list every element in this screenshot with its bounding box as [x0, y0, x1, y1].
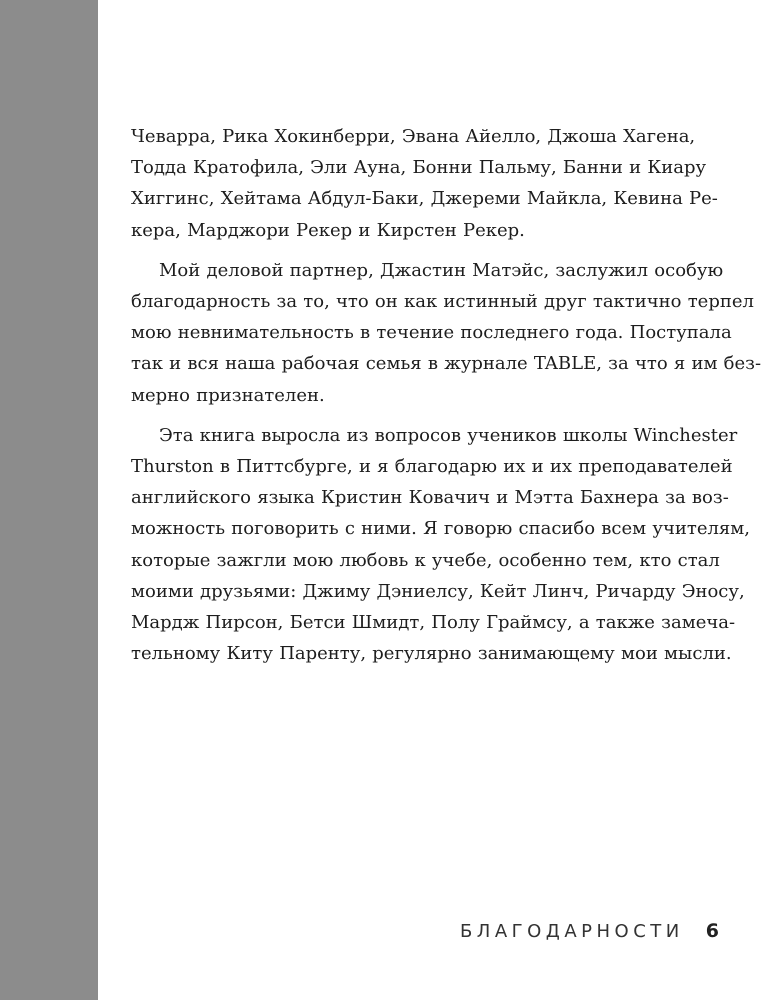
page-side-band: [0, 0, 98, 1000]
text-line: английского языка Кристин Ковачич и Мэтта Бахнера за воз-: [131, 487, 729, 509]
text-line: мою невнимательность в течение последнего года. Поступала: [131, 322, 732, 344]
paragraph-3: [131, 420, 750, 670]
text-line: так и вся наша рабочая семья в журнале TABLE, за что я им без-: [131, 353, 761, 375]
text-line: Мардж Пирсон, Бетси Шмидт, Полу Граймсу, а также замеча-: [131, 612, 736, 634]
body-text: [131, 121, 761, 678]
page-number: 6: [705, 920, 719, 942]
running-section-title: БЛАГОДАРНОСТИ: [459, 921, 684, 942]
text-line: Эта книга выросла из вопросов учеников школы Winchester: [159, 424, 738, 446]
text-line: кера, Марджори Рекер и Кирстен Рекер.: [131, 219, 525, 241]
text-line: Тодда Кратофила, Эли Ауна, Бонни Пальму, Банни и Киару: [131, 157, 707, 179]
text-line: моими друзьями: Джиму Дэниелсу, Кейт Линч, Ричарду Эносу,: [131, 580, 745, 602]
text-line: Thurston в Питтсбурге, и я благодарю их и их преподавателей: [131, 456, 733, 478]
text-line: мерно признателен.: [131, 384, 325, 406]
text-line: тельному Киту Паренту, регулярно занимающему мои мысли.: [131, 643, 732, 665]
text-line: Чеварра, Рика Хокинберри, Эвана Айелло, Джоша Хагена,: [131, 126, 696, 147]
paragraph-2: [131, 255, 761, 411]
text-line: Хиггинс, Хейтама Абдул-Баки, Джереми Майкла, Кевина Ре-: [131, 188, 718, 210]
text-line: благодарность за то, что он как истинный друг тактично терпел: [131, 291, 754, 313]
text-line: которые зажгли мою любовь к учебе, особенно тем, кто стал: [131, 549, 720, 571]
paragraph-1: [131, 121, 718, 246]
text-line: Мой деловой партнер, Джастин Матэйс, заслужил особую: [159, 259, 724, 281]
page-footer: [460, 920, 719, 942]
text-line: можность поговорить с ними. Я говорю спасибо всем учителям,: [131, 518, 750, 540]
